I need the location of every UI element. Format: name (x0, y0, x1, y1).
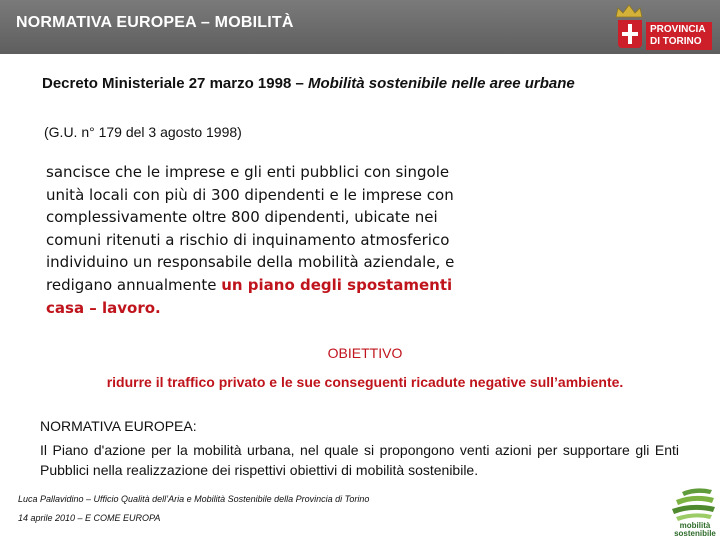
page-title: NORMATIVA EUROPEA – MOBILITÀ (16, 14, 294, 31)
footer-date: 14 aprile 2010 – E COME EUROPA (18, 513, 161, 523)
european-title: NORMATIVA EUROPEA: (40, 418, 197, 434)
mobility-logo-text (672, 522, 718, 538)
mobility-logo-line1: mobilità (679, 521, 711, 530)
province-shield-icon (618, 20, 642, 48)
decree-body-text: sancisce che le imprese e gli enti pubblici con singole unità locali con più di 300 dipendenti e le imprese con complessivamente oltre 800 dipendenti, ubicate nei comuni ritenuti a rischio di inquinamento atmosferico individuino un responsabile della mobilità aziendale, e redigano annualmente (46, 163, 455, 294)
header-bar (0, 0, 720, 54)
objective-text: ridurre il traffico privato e le sue conseguenti ricadute negative sull’ambiente. (106, 374, 624, 390)
province-logo-text (646, 22, 712, 50)
decree-title-italic: Mobilità sostenibile nelle aree urbane (307, 75, 575, 92)
decree-prefix: Decreto Ministeriale 27 marzo 1998 – (42, 75, 308, 92)
european-text: Il Piano d'azione per la mobilità urbana, nel quale si propongono venti azioni per supportare gli Enti Pubblici nella realizzazione dei rispettivi obiettivi di mobilità sostenibile. (40, 442, 679, 478)
province-logo (612, 4, 716, 50)
footer-author: Luca Pallavidino – Ufficio Qualità dell’Aria e Mobilità Sostenibile della Provincia di Torino (18, 494, 370, 504)
decree-body (46, 161, 486, 319)
gazette-reference: (G.U. n° 179 del 3 agosto 1998) (44, 124, 242, 140)
crown-icon (614, 4, 644, 18)
decree-body-highlight: un piano degli spostamenti casa – lavoro. (46, 275, 453, 317)
mobility-logo-line2: sostenibile (674, 529, 716, 538)
province-logo-line1: PROVINCIA (650, 24, 706, 35)
objective-title: OBIETTIVO (327, 345, 403, 361)
province-logo-line2: DI TORINO (650, 36, 702, 47)
decree-title (42, 73, 642, 94)
